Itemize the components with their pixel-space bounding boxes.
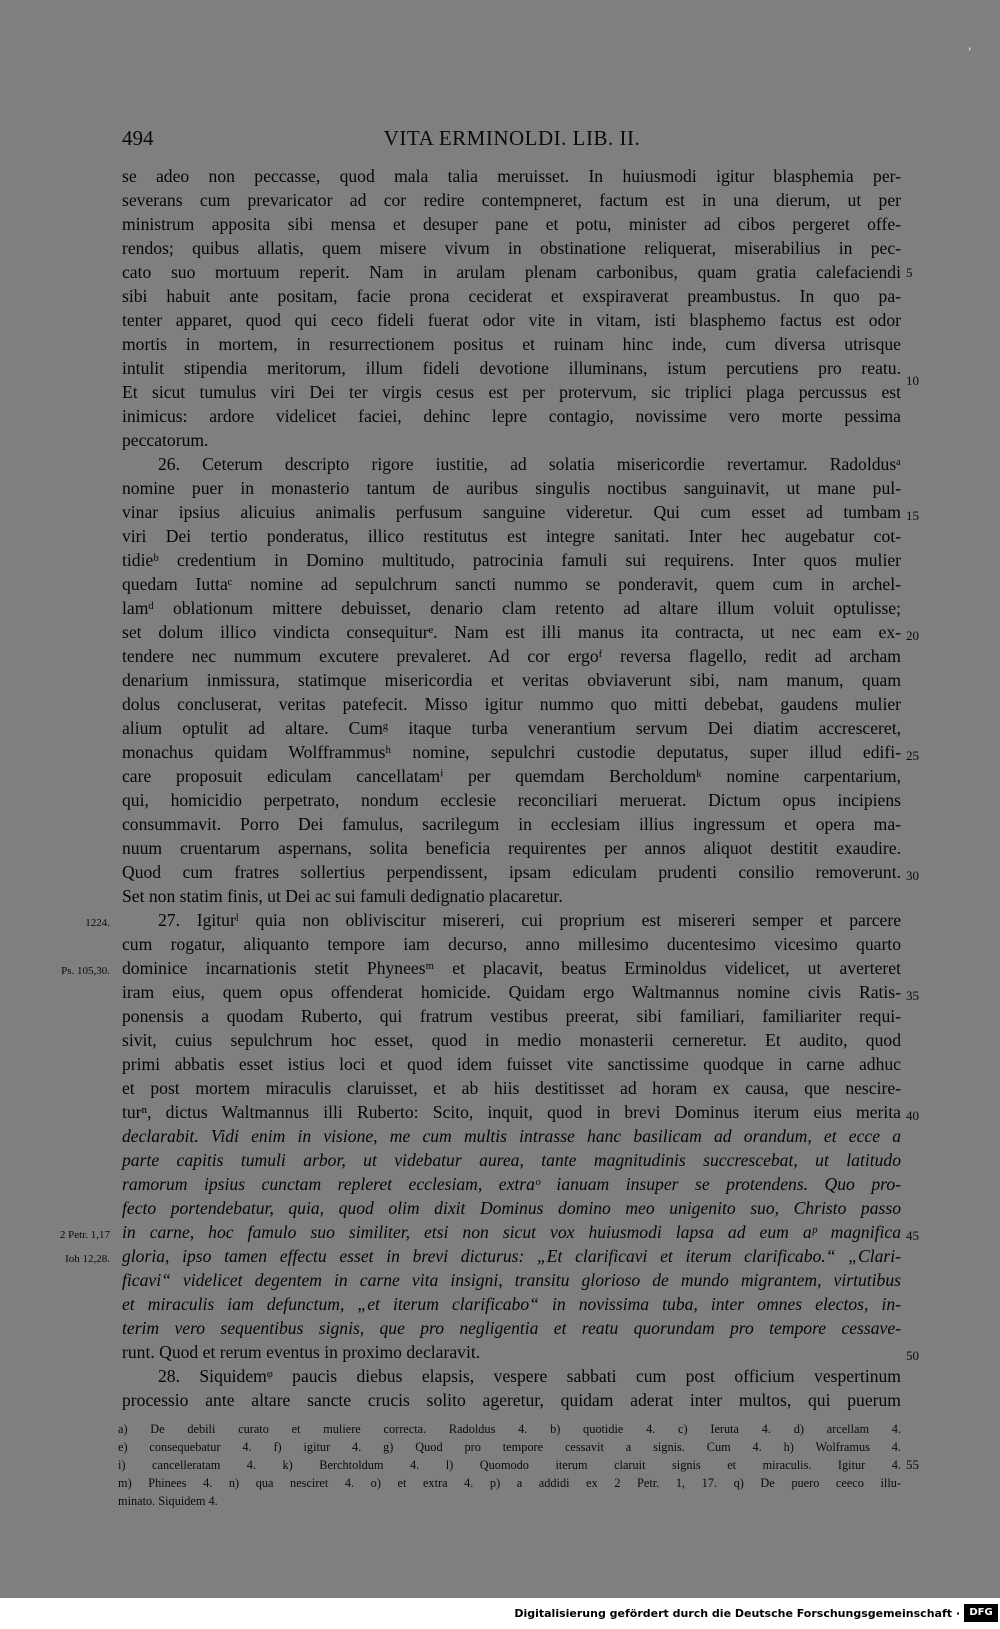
text-line: primi abbatis esset istius loci et quod idem fuisset vite sanctissime quodque in carne adhuc — [122, 1054, 901, 1074]
margin-reference: Ps. 105,30. — [61, 965, 110, 977]
text-line: ponensis a quodam Ruberto, qui fratrum vestibus preerat, sibi familiari, familiariter requi- — [122, 1006, 901, 1026]
text-line: ministrum apposita sibi mensa et desuper pane et potu, minister ad cibos pergeret offe- — [122, 214, 901, 234]
text-line: severans cum prevaricator ad cor redire contempneret, factum est in una dierum, ut per — [122, 190, 901, 210]
text-line: 28. Siquidemᵠ paucis diebus elapsis, vespere sabbati cum post officium vespertinum — [158, 1366, 901, 1386]
text-line: Set non statim finis, ut Dei ac sui famuli dedignatio placaretur. — [122, 886, 563, 906]
margin-reference: Ioh 12,28. — [65, 1253, 110, 1265]
text-line: monachus quidam Wolfframmusʰ nomine, sepulchri custodie deputatus, super illud edifi- — [122, 742, 901, 762]
text-line: nomine puer in monasterio tantum de auribus singulis noctibus sanguinavit, ut mane pul- — [122, 478, 901, 498]
margin-reference: 2 Petr. 1,17 — [59, 1229, 110, 1241]
text-line: Et sicut tumulus viri Dei ter virgis cesus est per protervum, sic triplici plaga percussus est — [122, 382, 901, 402]
line-number: 45 — [906, 1228, 919, 1243]
footnote-line: m) Phinees 4. n) qua nesciret 4. o) et extra 4. p) a addidi ex 2 Petr. 1, 17. q) De puero ceeco illu- — [118, 1476, 901, 1490]
text-line: et miraculis iam defunctum, „et iterum clarificabo“ in novissima tuba, inter omnes electos, in- — [122, 1294, 901, 1314]
text-line: terim vero sequentibus signis, que pro negligentia et reatu quorundam pro tempore cessave- — [122, 1318, 901, 1338]
text-line: qui, homicidio perpetrato, nondum ecclesie reconciliari meruerat. Dictum opus incipiens — [122, 790, 901, 810]
dfg-logo: DFG — [964, 1604, 998, 1622]
line-number: 5 — [906, 265, 913, 280]
footnote-line: i) cancelleratam 4. k) Berchtoldum 4. l) Quomodo iterum claruit signis et miraculis. Igitur 4. — [118, 1458, 901, 1472]
text-line: inimicus: ardore videlicet faciei, dehinc lepre contagio, novissime vero morte pessima — [122, 406, 901, 426]
text-line: parte capitis tumuli arbor, ut videbatur aurea, tante magnitudinis succrescebat, ut latitudo — [122, 1150, 901, 1170]
line-number: 55 — [906, 1457, 919, 1472]
line-number: 35 — [906, 988, 919, 1003]
line-number: 10 — [906, 373, 919, 388]
text-line: intulit stipendia meritorum, illum fideli devotione illuminans, istum percutiens pro reatu. — [122, 358, 901, 378]
text-line: denarium inmissura, statimque misericordia et veritas obviaverunt sibi, nam manum, quam — [122, 670, 901, 690]
text-line: cato suo mortuum reperit. Nam in arulam plenam carbonibus, quam gratia calefaciendi — [122, 262, 901, 282]
text-line: tenter apparet, quod qui ceco fideli fuerat odor vite in vitam, isti blasphemo factus est odor — [122, 310, 901, 330]
line-number: 30 — [906, 868, 919, 883]
text-line: cum rogatur, aliquanto tempore iam decurso, anno millesimo ducentesimo vicesimo quarto — [122, 934, 901, 954]
text-line: in carne, hoc famulo suo similiter, etsi non sicut vox huiusmodi lapsa ad eum aᵖ magnifica — [122, 1222, 901, 1242]
corner-mark: ’ — [967, 46, 972, 62]
line-number: 15 — [906, 508, 919, 523]
digitization-credit: Digitalisierung gefördert durch die Deutsche Forschungsgemeinschaft · — [514, 1607, 960, 1620]
running-title: VITA ERMINOLDI. LIB. II. — [383, 126, 641, 150]
margin-reference: 1224. — [85, 917, 110, 929]
text-line: fecto portendebatur, quia, quod olim dixit Dominus domino meo unigenito suo, Christo passo — [122, 1198, 901, 1218]
footnote-line: minato. Siquidem 4. — [118, 1494, 218, 1508]
text-line: dominice incarnationis stetit Phyneesᵐ et placavit, beatus Erminoldus videlicet, ut averteret — [122, 958, 901, 978]
text-line: set dolum illico vindicta consequiturᵉ. Nam est illi manus ita contracta, ut nec eam ex- — [122, 622, 901, 642]
text-line: sivit, cuius sepulchrum hoc esset, quod in medio monasterii cerneretur. Et audito, quod — [122, 1030, 901, 1050]
line-number: 50 — [906, 1348, 919, 1363]
text-line: sibi habuit ante positam, facie prona ceciderat et exspiraverat preambustus. In quo pa- — [122, 286, 901, 306]
text-line: vinar ipsius alicuius animalis perfusum sanguine videretur. Qui cum esset ad tumbam — [122, 502, 901, 522]
text-line: ramorum ipsius cunctam repleret ecclesiam, extraᵒ ianuam insuper se protendens. Quo pro- — [122, 1174, 901, 1194]
text-line: lamᵈ oblationum mittere debuisset, denario clam retento ad altare illum voluit optulisse; — [122, 598, 901, 618]
text-line: declarabit. Vidi enim in visione, me cum multis intrasse hanc basilicam ad orandum, et ecce a — [122, 1126, 901, 1146]
line-number: 40 — [906, 1108, 919, 1123]
text-line: peccatorum. — [122, 430, 209, 450]
text-line: consummavit. Porro Dei famulus, sacrilegum in ecclesiam illius ingressum et opera ma- — [122, 814, 901, 834]
footnote-line: e) consequebatur 4. f) igitur 4. g) Quod pro tempore cessavit a signis. Cum 4. h) Wolframus 4. — [118, 1440, 901, 1454]
text-line: processio ante altare sancte crucis solito ageretur, quidam aderat inter multos, qui puerum — [122, 1390, 901, 1410]
footnotes — [118, 1420, 901, 1510]
text-line: ficavi“ videlicet degentem in carne vita insigni, transitu glorioso de mundo migrantem, virtutibus — [122, 1270, 901, 1290]
text-line: alium optulit ad altare. Cumᵍ itaque turba venerantium servum Dei diatim accresceret, — [122, 718, 901, 738]
text-line: rendos; quibus allatis, quem misere vivum in obstinatione reliquerat, miserabilius in pec- — [122, 238, 901, 258]
text-line: se adeo non peccasse, quod mala talia meruisset. In huiusmodi igitur blasphemia per- — [122, 166, 901, 186]
page-number: 494 — [122, 126, 154, 150]
page-header — [122, 126, 902, 154]
text-line: dolus concluserat, veritas patefecit. Misso igitur nummo quo mitti debebat, gaudens mulier — [122, 694, 901, 714]
text-line: runt. Quod et rerum eventus in proximo declaravit. — [122, 1342, 481, 1362]
line-number: 25 — [906, 748, 919, 763]
text-line: 27. Igiturˡ quia non obliviscitur misereri, cui proprium est misereri semper et parcere — [158, 910, 901, 930]
text-line: Quod cum fratres sollertius perpendissent, ipsam ediculam prudenti consilio removerunt. — [122, 862, 901, 882]
footnote-line: a) De debili curato et muliere correcta. Radoldus 4. b) quotidie 4. c) Ieruta 4. d) arcellam 4. — [118, 1422, 901, 1436]
text-line: tidieᵇ credentium in Domino multitudo, patrocinia famuli sui requirens. Inter quos mulier — [122, 550, 901, 570]
text-line: iram eius, quem opus offenderat homicide. Quidam ergo Waltmannus nomine civis Ratis- — [122, 982, 901, 1002]
body-text — [122, 164, 901, 1412]
text-line: viri Dei tertio ponderatus, illico restitutus est integre sanitati. Inter hec augebatur cot- — [122, 526, 901, 546]
line-number: 20 — [906, 628, 919, 643]
text-line: et post mortem miraculis claruisset, et ab hiis destitisset ad horam ex causa, que nescire- — [122, 1078, 901, 1098]
text-line: 26. Ceterum descripto rigore iustitie, ad solatia misericordie revertamur. Radoldusᵃ — [158, 454, 901, 474]
text-line: tendere nec nummum excutere prevaleret. Ad cor ergoᶠ reversa flagello, redit ad archam — [122, 646, 901, 666]
text-line: gloria, ipso tamen effectu esset in brevi dicturus: „Et clarificavi et iterum clarificabo.“ „Clari- — [122, 1246, 901, 1266]
text-line: care proposuit ediculam cancellatamⁱ per quemdam Bercholdumᵏ nomine carpentarium, — [122, 766, 901, 786]
text-line: turⁿ, dictus Waltmannus illi Ruberto: Scito, inquit, quod in brevi Dominus iterum eius merita — [122, 1102, 901, 1122]
text-line: nuum cruentarum aspernans, solita beneficia requirentes per annos aliquot destitit exaudire. — [122, 838, 901, 858]
text-line: mortis in mortem, in resurrectionem positus et ruinam hinc inde, cum diversa utrisque — [122, 334, 901, 354]
text-line: quedam Iuttaᶜ nomine ad sepulchrum sancti nummo se ponderavit, quem cum in archel- — [122, 574, 901, 594]
